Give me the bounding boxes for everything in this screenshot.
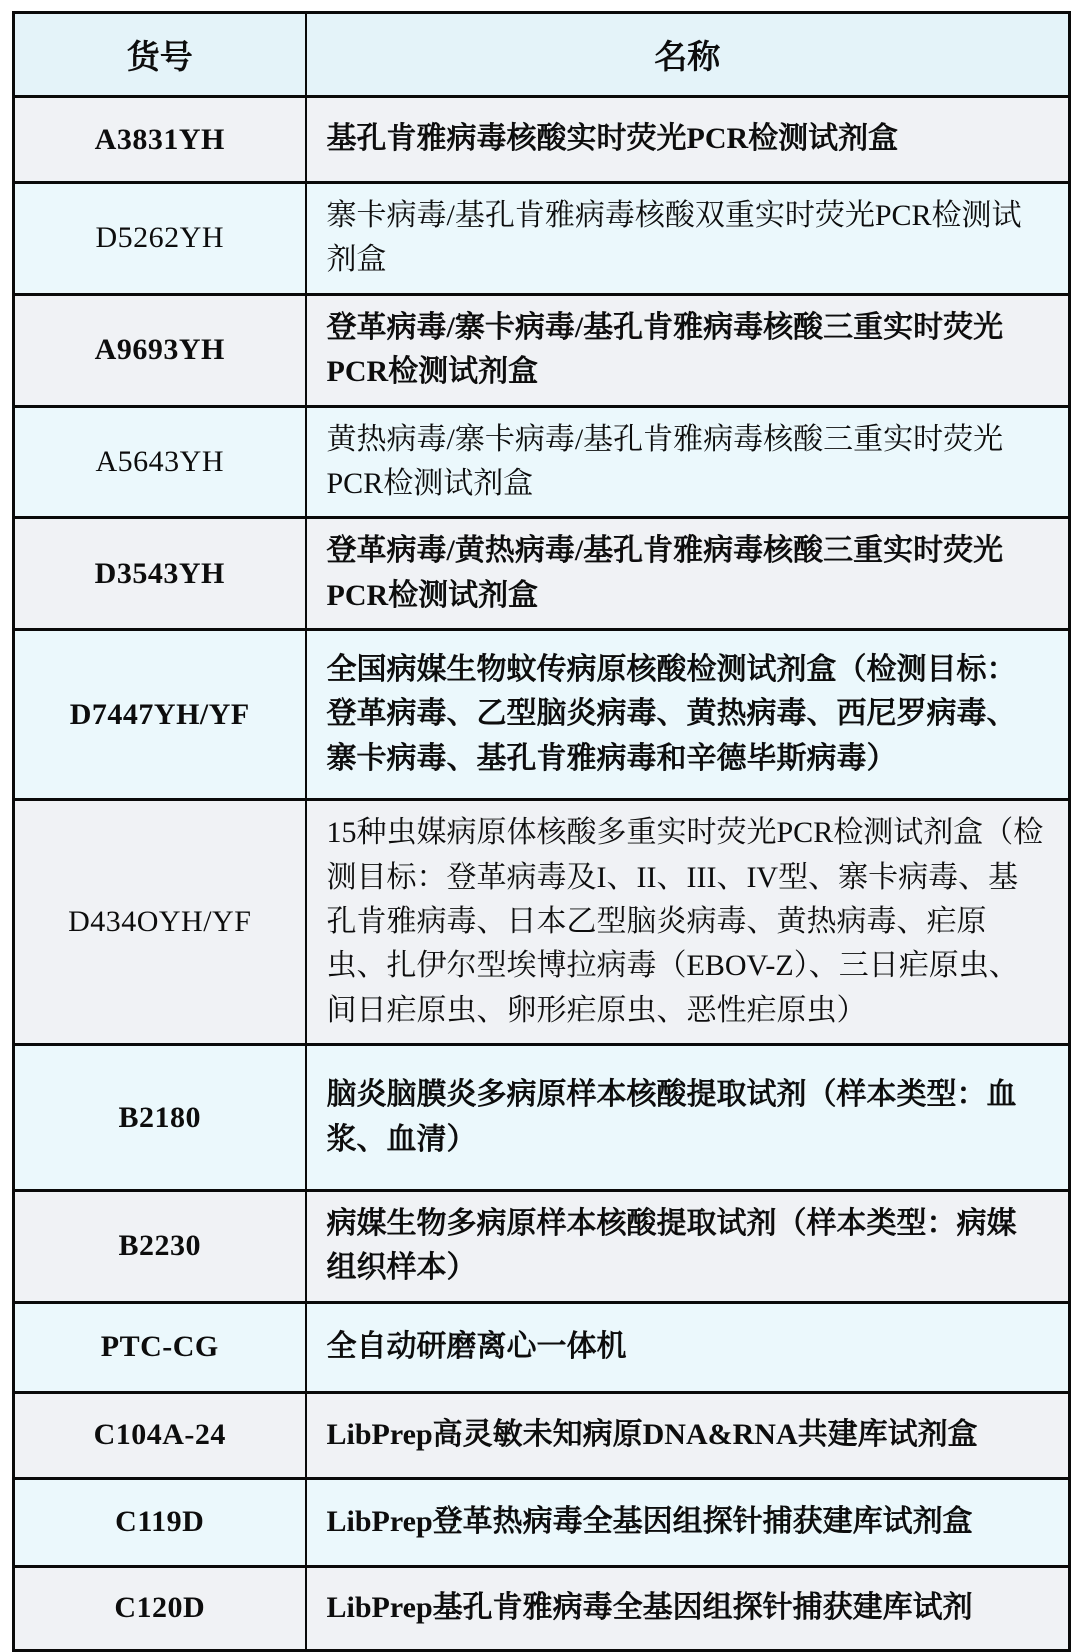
product-table: [12, 11, 1071, 1652]
header-row: [14, 13, 1070, 97]
column-header-name: 名称: [306, 13, 1070, 97]
item-code: A5643YH: [14, 406, 306, 518]
table-row: [14, 1478, 1070, 1566]
item-name: LibPrep基孔肯雅病毒全基因组探针捕获建库试剂: [306, 1566, 1070, 1650]
item-name: 病媒生物多病原样本核酸提取试剂（样本类型：病媒组织样本）: [306, 1191, 1070, 1303]
item-code: D7447YH/YF: [14, 630, 306, 800]
table-row: [14, 1045, 1070, 1191]
item-name: 15种虫媒病原体核酸多重实时荧光PCR检测试剂盒（检测目标：登革病毒及I、II、III、IV型、寨卡病毒、基孔肯雅病毒、日本乙型脑炎病毒、黄热病毒、疟原虫、扎伊尔型埃博拉病毒（EBOV-Z）、三日疟原虫、间日疟原虫、卵形疟原虫、恶性疟原虫）: [306, 800, 1070, 1045]
item-code: A9693YH: [14, 294, 306, 406]
item-name: 全自动研磨离心一体机: [306, 1302, 1070, 1392]
item-name: 寨卡病毒/基孔肯雅病毒核酸双重实时荧光PCR检测试剂盒: [306, 183, 1070, 295]
item-name: LibPrep登革热病毒全基因组探针捕获建库试剂盒: [306, 1478, 1070, 1566]
table-row: [14, 1566, 1070, 1650]
item-name: 基孔肯雅病毒核酸实时荧光PCR检测试剂盒: [306, 97, 1070, 183]
table-row: [14, 800, 1070, 1045]
item-code: B2230: [14, 1191, 306, 1303]
table-row: [14, 1302, 1070, 1392]
table-row: [14, 97, 1070, 183]
table-row: [14, 406, 1070, 518]
item-code: PTC-CG: [14, 1302, 306, 1392]
table-row: [14, 1392, 1070, 1478]
item-name: LibPrep高灵敏未知病原DNA&RNA共建库试剂盒: [306, 1392, 1070, 1478]
item-code: C120D: [14, 1566, 306, 1650]
item-code: D5262YH: [14, 183, 306, 295]
item-code: C104A-24: [14, 1392, 306, 1478]
item-code: D3543YH: [14, 518, 306, 630]
table-row: [14, 630, 1070, 800]
item-code: C119D: [14, 1478, 306, 1566]
table-row: [14, 518, 1070, 630]
item-code: D434OYH/YF: [14, 800, 306, 1045]
item-name: 登革病毒/寨卡病毒/基孔肯雅病毒核酸三重实时荧光PCR检测试剂盒: [306, 294, 1070, 406]
item-name: 登革病毒/黄热病毒/基孔肯雅病毒核酸三重实时荧光PCR检测试剂盒: [306, 518, 1070, 630]
item-name: 黄热病毒/寨卡病毒/基孔肯雅病毒核酸三重实时荧光PCR检测试剂盒: [306, 406, 1070, 518]
column-header-code: 货号: [14, 13, 306, 97]
table-row: [14, 294, 1070, 406]
table-row: [14, 183, 1070, 295]
item-code: B2180: [14, 1045, 306, 1191]
item-code: A3831YH: [14, 97, 306, 183]
item-name: 全国病媒生物蚊传病原核酸检测试剂盒（检测目标：登革病毒、乙型脑炎病毒、黄热病毒、西尼罗病毒、寨卡病毒、基孔肯雅病毒和辛德毕斯病毒）: [306, 630, 1070, 800]
table-row: [14, 1191, 1070, 1303]
item-name: 脑炎脑膜炎多病原样本核酸提取试剂（样本类型：血浆、血清）: [306, 1045, 1070, 1191]
